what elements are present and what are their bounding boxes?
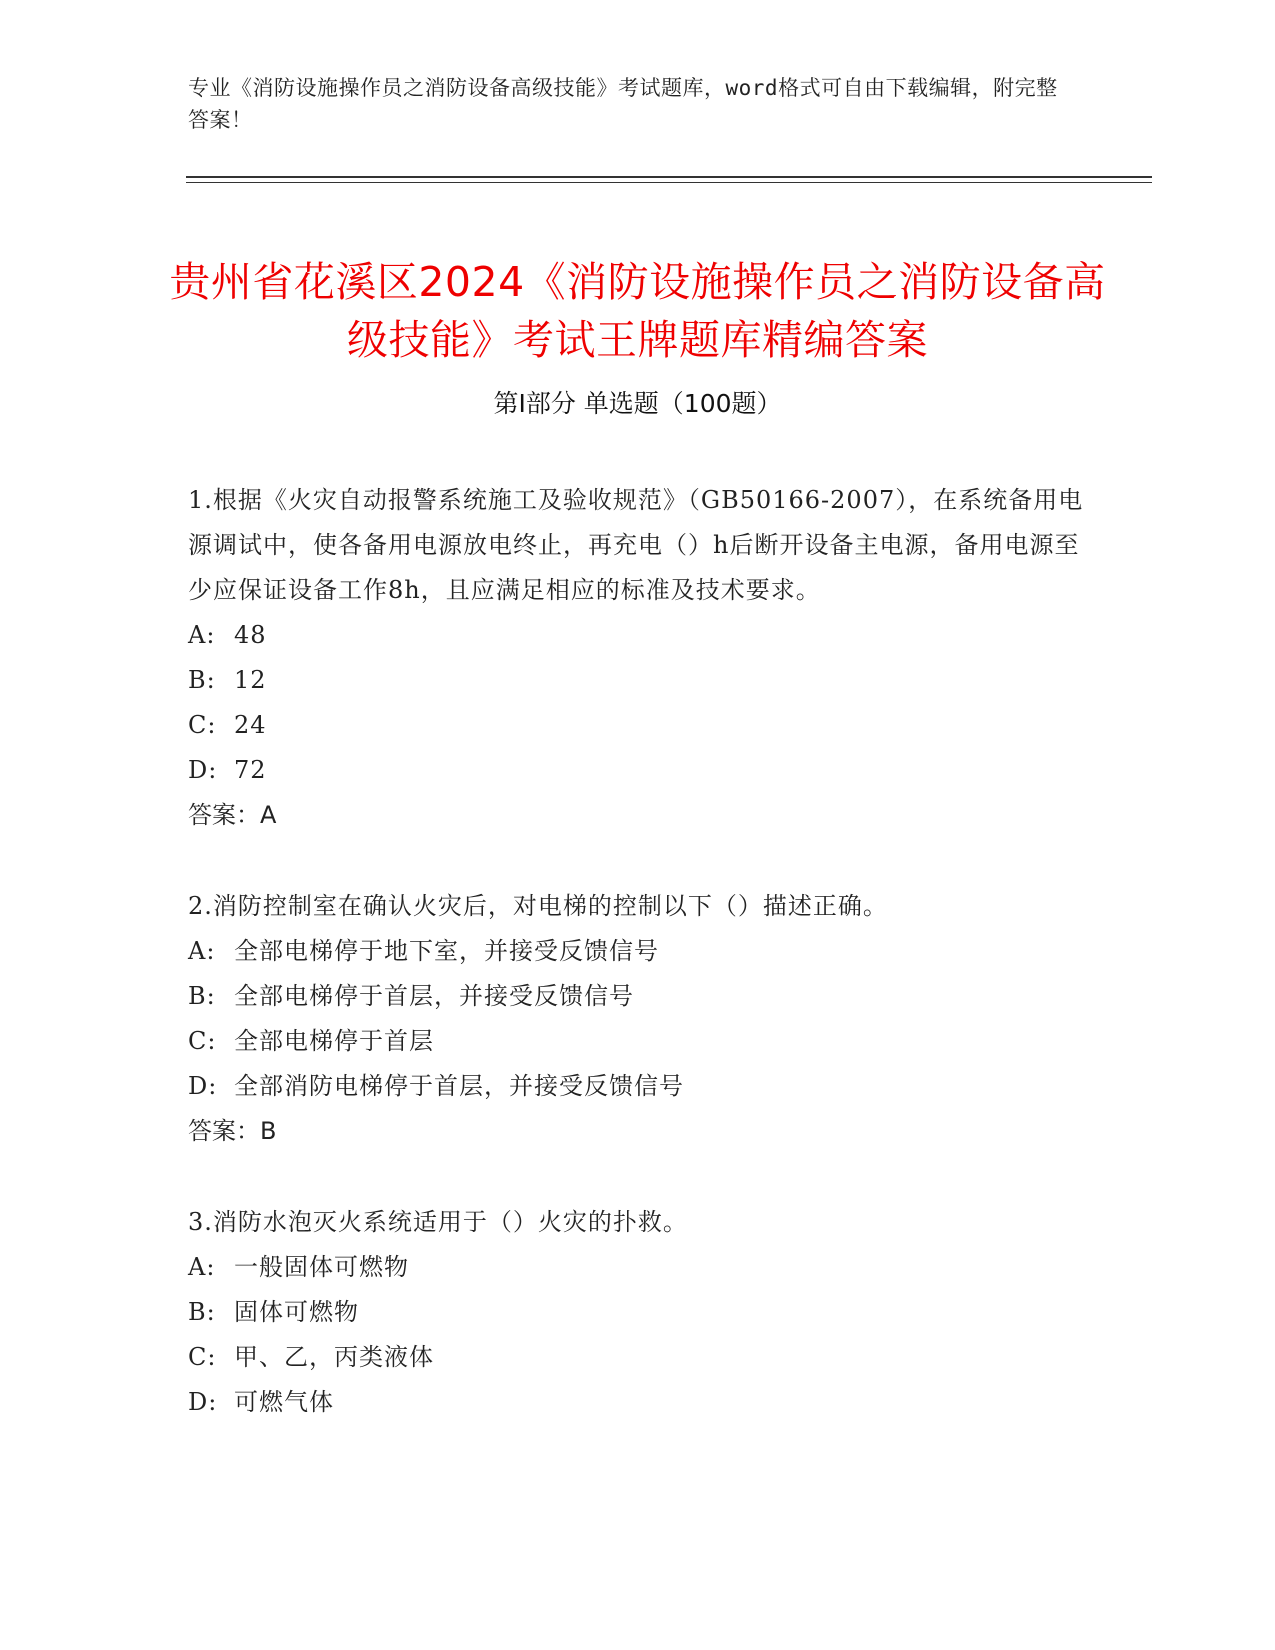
- answer-line: 答案：B: [188, 1117, 277, 1145]
- option-text: 全部电梯停于首层，并接受反馈信号: [234, 982, 634, 1010]
- option-text: 全部消防电梯停于首层，并接受反馈信号: [234, 1072, 684, 1100]
- document-title: 贵州省花溪区2024《消防设施操作员之消防设备高级技能》考试王牌题库精编答案: [169, 258, 1106, 365]
- question-stem: 2.消防控制室在确认火灾后，对电梯的控制以下（）描述正确。: [188, 892, 888, 920]
- option-text: 48: [234, 621, 267, 649]
- question-2: [188, 884, 1088, 1154]
- option-c: [188, 1335, 1088, 1380]
- option-letter: C:: [188, 711, 217, 739]
- option-letter: A:: [188, 1253, 216, 1281]
- option-letter: B:: [188, 982, 216, 1010]
- header-note: 专业《消防设施操作员之消防设备高级技能》考试题库，word格式可自由下载编辑，附完整答案！: [188, 76, 1058, 132]
- option-text: 全部电梯停于地下室，并接受反馈信号: [234, 937, 659, 965]
- option-c: [188, 703, 1088, 748]
- option-d: [188, 1380, 1088, 1425]
- option-a: [188, 613, 1088, 658]
- question-3: [188, 1200, 1088, 1425]
- option-text: 甲、乙，丙类液体: [234, 1343, 434, 1371]
- option-b: [188, 1290, 1088, 1335]
- option-d: [188, 748, 1088, 793]
- option-letter: A:: [188, 621, 216, 649]
- option-letter: C:: [188, 1343, 217, 1371]
- option-b: [188, 658, 1088, 703]
- answer-line: 答案：A: [188, 801, 277, 829]
- section-heading: 第Ⅰ部分 单选题（100题）: [493, 389, 782, 418]
- option-text: 全部电梯停于首层: [234, 1027, 434, 1055]
- option-a: [188, 929, 1088, 974]
- header-divider-thin: [186, 182, 1152, 183]
- option-text: 12: [234, 666, 267, 694]
- header-divider-thick: [186, 176, 1152, 178]
- question-stem: 3.消防水泡灭火系统适用于（）火灾的扑救。: [188, 1208, 688, 1236]
- option-letter: A:: [188, 937, 216, 965]
- option-letter: B:: [188, 1298, 216, 1326]
- option-text: 24: [234, 711, 267, 739]
- option-text: 72: [234, 756, 267, 784]
- question-stem: 1.根据《火灾自动报警系统施工及验收规范》（GB50166-2007），在系统备用电源调试中，使各备用电源放电终止，再充电（）h后断开设备主电源，备用电源至少应保证设备工作8h，且应满足相应的标准及技术要求。: [188, 486, 1084, 604]
- option-a: [188, 1245, 1088, 1290]
- option-c: [188, 1019, 1088, 1064]
- option-letter: D:: [188, 756, 218, 784]
- question-list: [188, 478, 1088, 1471]
- option-text: 可燃气体: [234, 1388, 334, 1416]
- option-letter: D:: [188, 1388, 218, 1416]
- option-text: 固体可燃物: [234, 1298, 359, 1326]
- option-letter: C:: [188, 1027, 217, 1055]
- option-b: [188, 974, 1088, 1019]
- option-d: [188, 1064, 1088, 1109]
- option-letter: D:: [188, 1072, 218, 1100]
- option-letter: B:: [188, 666, 216, 694]
- option-text: 一般固体可燃物: [234, 1253, 409, 1281]
- question-1: [188, 478, 1088, 838]
